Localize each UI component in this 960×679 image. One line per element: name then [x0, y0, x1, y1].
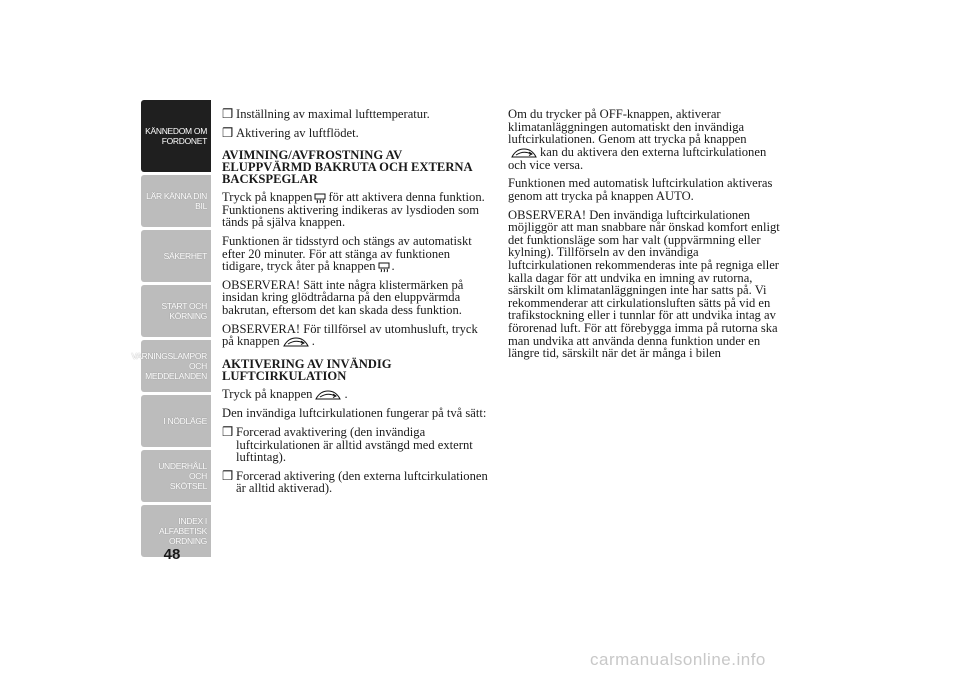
bullet-mark: ❒ [222, 424, 234, 439]
bullet-item: ❒ Inställning av maximal lufttemperatur. [222, 107, 430, 121]
paragraph: Den invändiga luftcirkulationen fungerar på två sätt: [222, 406, 487, 421]
tab-varningslampor[interactable]: VARNINGSLAMPOR OCH MEDDELANDEN [141, 340, 211, 392]
text-column-left [222, 108, 490, 501]
rear-defrost-icon [378, 262, 390, 273]
tab-start-och-korning[interactable]: START OCH KÖRNING [141, 285, 211, 337]
bullet-mark: ❒ [222, 468, 234, 483]
paragraph: Om du trycker på OFF-knappen, aktiverar klimatanläggningen automatiskt den invändiga luftcirkulationen. Genom att trycka på knappen kan du aktivera den externa luftcirkulationen och vice versa. [508, 107, 767, 172]
bullet-mark: ❒ [222, 107, 234, 121]
section-heading-defrost: AVIMNING/AVFROSTNING AV ELUPPVÄRMD BAKRUTA OCH EXTERNA BACKSPEGLAR [222, 148, 472, 187]
paragraph: Tryck på knappen . [222, 387, 348, 402]
text-column-right [508, 108, 784, 366]
tab-index[interactable]: INDEX I ALFABETISK ORDNING [141, 505, 211, 557]
tab-i-nodlage[interactable]: I NÖDLÄGE [141, 395, 211, 447]
chapter-sidebar [131, 100, 211, 560]
paragraph: Funktionen med automatisk luftcirkulation aktiveras genom att trycka på knappen AUTO. [508, 176, 773, 204]
paragraph: OBSERVERA! Sätt inte några klistermärken på insidan kring glödtrådarna på den eluppvärmda bakrutan, eftersom det kan skada dess funktion. [222, 277, 464, 317]
tab-sakerhet[interactable]: SÄKERHET [141, 230, 211, 282]
watermark: carmanualsonline.info [590, 650, 766, 669]
tab-underhall-och-skotsel[interactable]: UNDERHÅLL OCH SKÖTSEL [141, 450, 211, 502]
tab-kannedom-om-fordonet[interactable]: KÄNNEDOM OM FORDONET [141, 100, 211, 172]
bullet-mark: ❒ [222, 125, 234, 140]
tab-lar-kanna-din-bil[interactable]: LÄR KÄNNA DIN BIL [141, 175, 211, 227]
bullet-item: ❒ Aktivering av luftflödet. [222, 125, 359, 140]
paragraph: Tryck på knappen för att aktivera denna funktion. Funktionens aktivering indikeras av lysdioden som tänds på själva knappen. [222, 190, 485, 230]
recirculation-icon [282, 336, 310, 348]
paragraph: OBSERVERA! För tillförsel av utomhusluft, tryck på knappen . [222, 321, 478, 349]
paragraph: Funktionen är tidsstyrd och stängs av automatiskt efter 20 minuter. För att stänga av funktionen tidigare, tryck åter på knappen . [222, 233, 472, 274]
bullet-item: ❒ Forcerad avaktivering (den invändiga luftcirkulationen är alltid avstängd med externt luftintag). [222, 424, 473, 465]
page-number: 48 [163, 546, 181, 563]
paragraph: OBSERVERA! Den invändiga luftcirkulationen möjliggör att man snabbare når önskad komfort enligt det funktionsläge som har valt (uppvärmning eller kylning). Tillförseln av den invändiga luftcirkulationen rekommenderas inte på regniga eller kalla dagar för att undvika en imning av rutorna, särskilt om klimatanläggningen inte har satts på. Vi rekommenderar att cirkulationsluften sätts på vid en trafikstockning eller i tunnlar för att undvika intag av förorenad luft. För att förebygga imma på rutorna ska man undvika att använda denna funktion under en längre tid, särskilt när det är många i bilen [508, 207, 780, 361]
recirculation-icon [314, 389, 342, 401]
section-heading-recirculation: AKTIVERING AV INVÄNDIG LUFTCIRKULATION [222, 357, 392, 384]
bullet-item: ❒ Forcerad aktivering (den externa luftcirkulationen är alltid aktiverad). [222, 468, 488, 496]
